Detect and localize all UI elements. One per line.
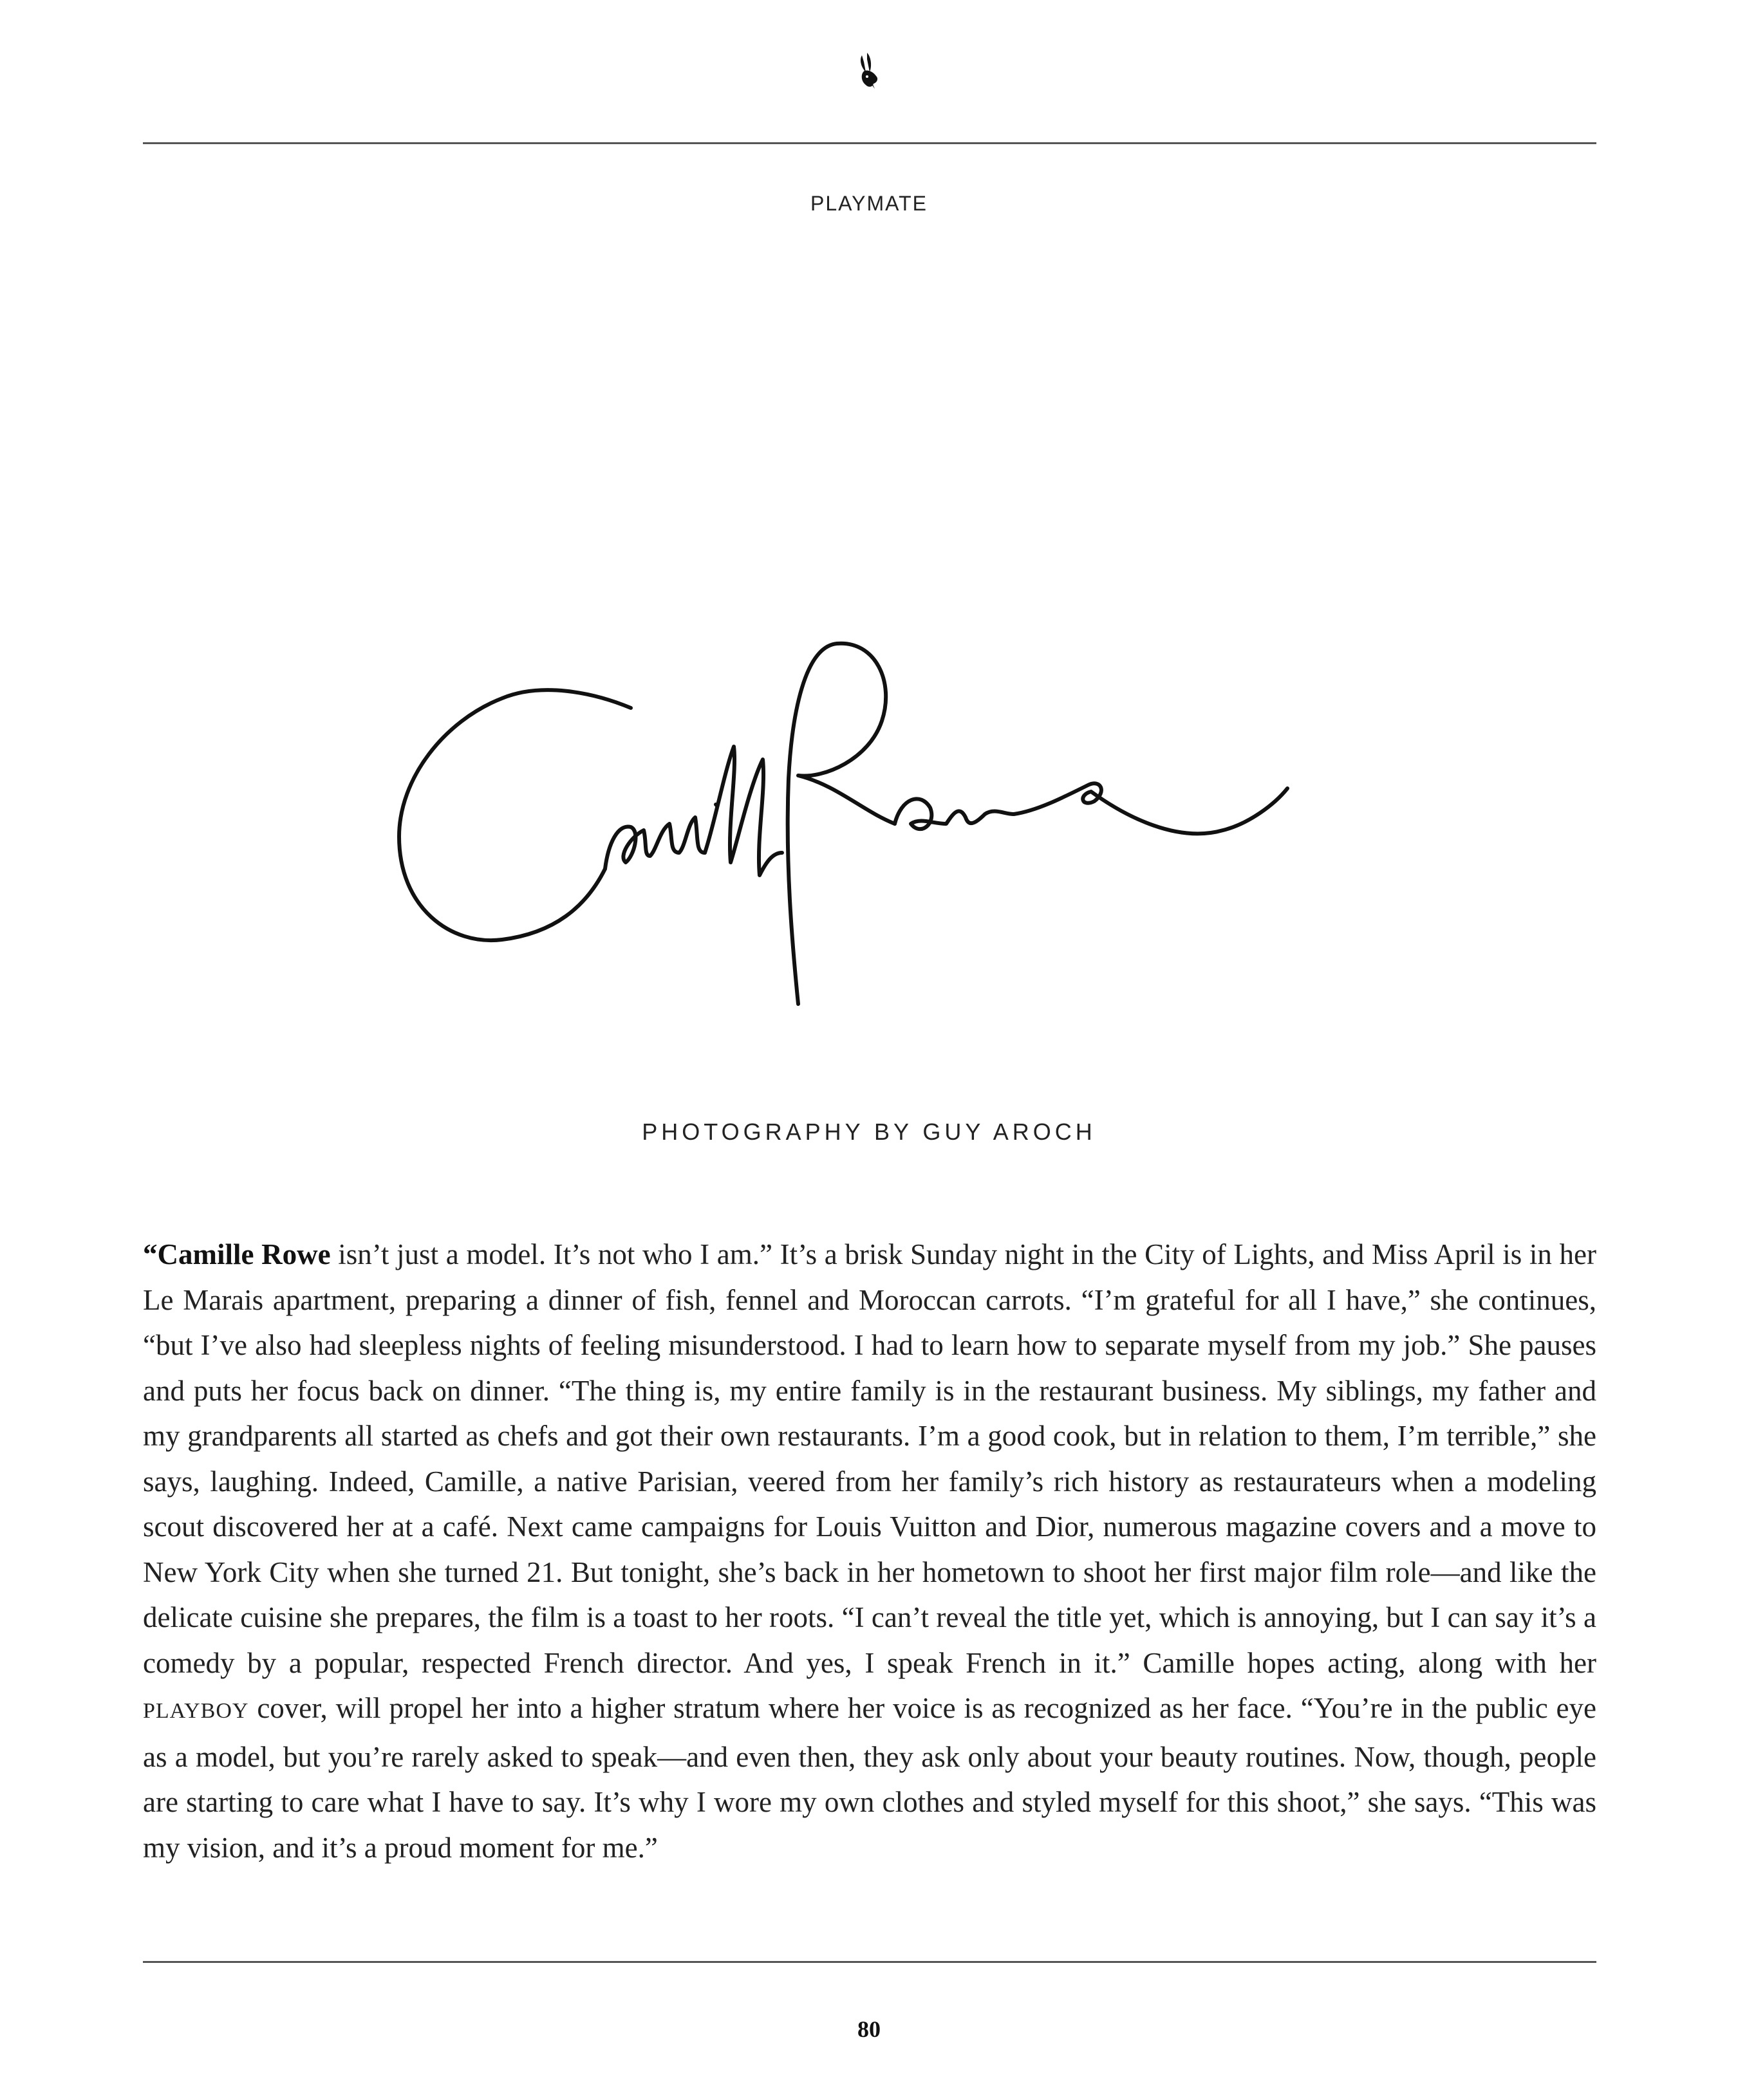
article-text-part1: isn’t just a model. It’s not who I am.” It’s a brisk Sunday night in the City of Lights, and Miss April is in her Le Marais apartment, preparing a dinner of fish, fennel and Moroccan carrots. “I’m grateful for all I have,” she continues, “but I’ve also had sleepless nights of feeling misunderstood. I had to learn how to separate myself from my job.” She pauses and puts her focus back on dinner. “The thing is, my entire family is in the restaurant business. My siblings, my father and my grandparents all started as chefs and got their own restaurants. I’m a good cook, but in relation to them, I’m terrible,” she says, laughing. Indeed, Camille, a native Parisian, veered from her family’s rich history as restaurateurs when a modeling scout discovered her at a café. Next came campaigns for Louis Vuitton and Dior, numerous magazine covers and a move to New York City when she turned 21. But tonight, she’s back in her hometown to shoot her first major film role—and like the delicate cuisine she prepares, the film is a toast to her roots. “I can’t reveal the title yet, which is annoying, but I can say it’s a comedy by a popular, respected French director. And yes, I speak French in it.” Camille hopes acting, along with her: [143, 1238, 1596, 1679]
article-lead-name: “Camille Rowe: [143, 1238, 331, 1270]
rabbit-head-logo-icon: [858, 53, 880, 89]
page-number: 80: [857, 2016, 881, 2042]
article-text-part2: cover, will propel her into a higher stratum where her voice is as recognized as her face. “You’re in the public eye as a model, but you’re rarely asked to speak—and even then, they ask only about your beauty routines. Now, though, people are starting to care what I have to say. It’s why I wore my own clothes and styled myself for this shoot,” she says. “This was my vision, and it’s a proud moment for me.”: [143, 1692, 1596, 1864]
bottom-rule: [143, 1961, 1596, 1963]
top-rule: [143, 142, 1596, 144]
magazine-name: PLAYBOY: [143, 1699, 249, 1723]
photo-credit: PHOTOGRAPHY BY GUY AROCH: [642, 1119, 1096, 1145]
article-body: [143, 1232, 1596, 1870]
signature-camille-rowe: [386, 631, 1352, 1030]
section-label: PLAYMATE: [810, 192, 928, 215]
